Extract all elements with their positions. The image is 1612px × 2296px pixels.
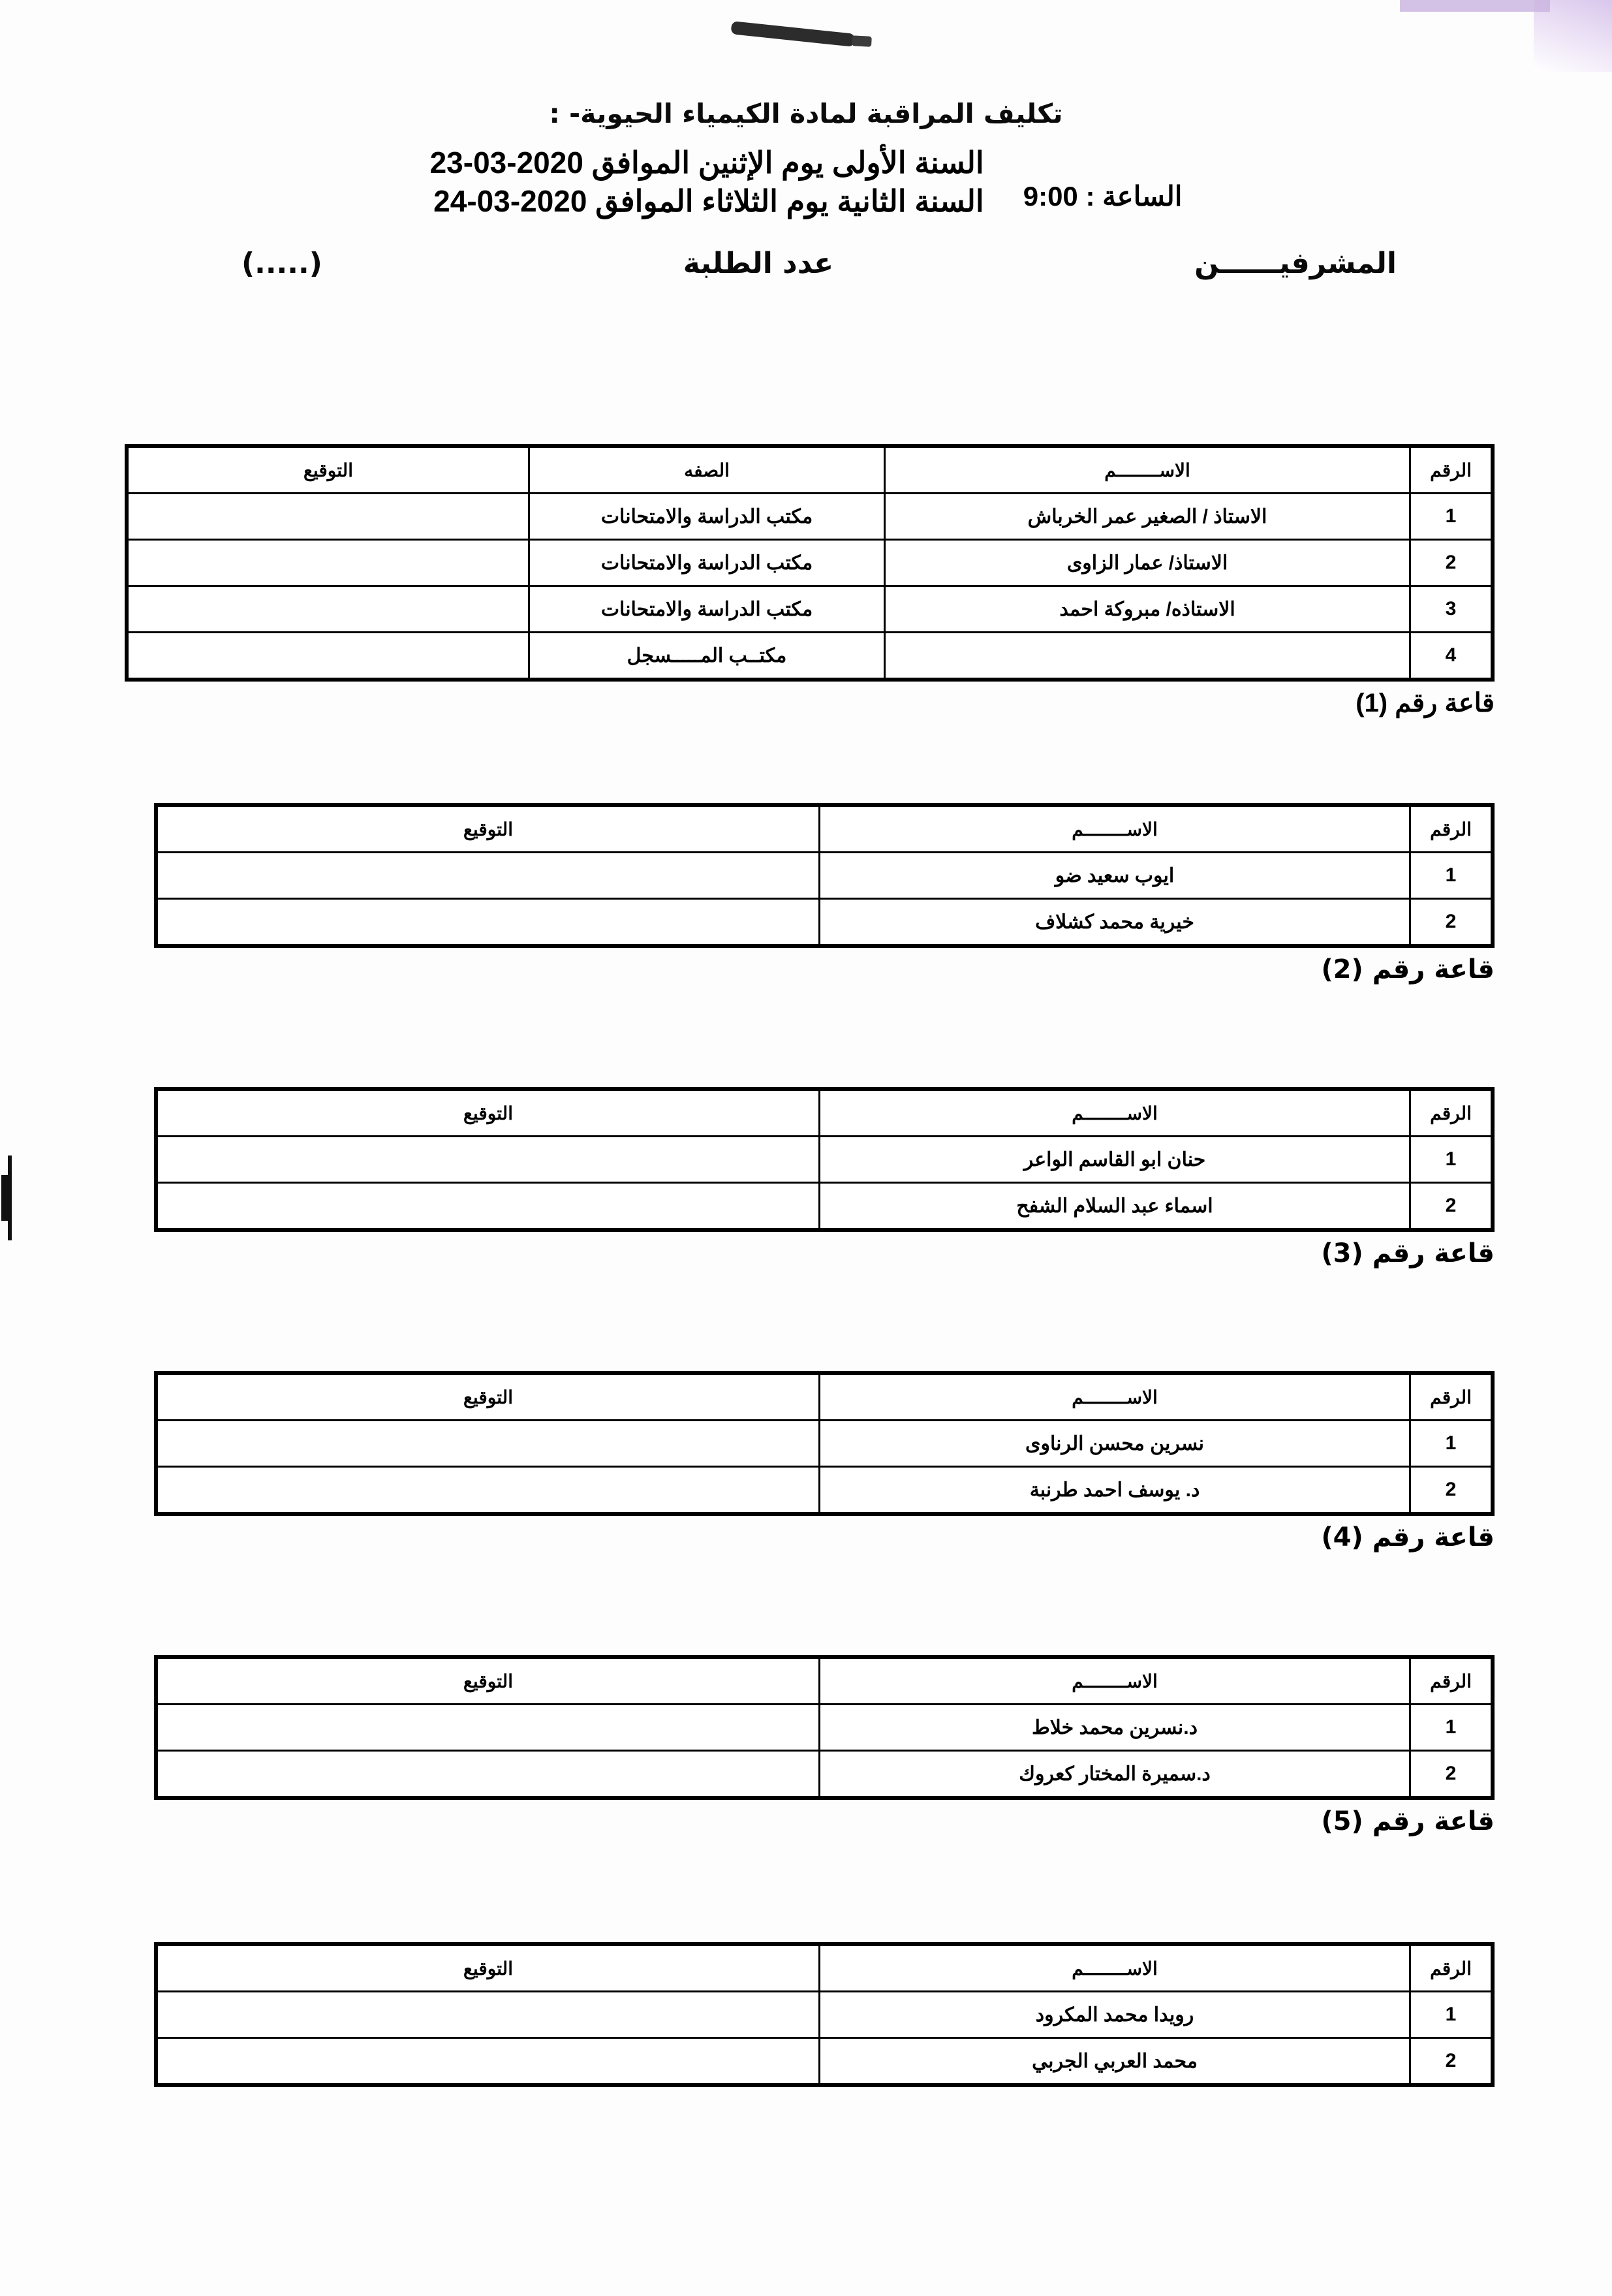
hall-caption-4: قاعة رقم (4) bbox=[1321, 1522, 1495, 1552]
cell-number: 1 bbox=[1410, 1421, 1493, 1467]
cell-signature bbox=[156, 1992, 820, 2038]
table-header-row bbox=[156, 1373, 1493, 1421]
hall-section-4 bbox=[0, 1371, 1612, 1552]
hall-table-wrap-3 bbox=[170, 1087, 1495, 1268]
table-row bbox=[156, 1467, 1493, 1515]
hall-caption-3: قاعة رقم (3) bbox=[1321, 1238, 1495, 1268]
col-header-role: الصفه bbox=[529, 446, 885, 494]
cell-number: 4 bbox=[1410, 633, 1493, 680]
cell-name: خيرية محمد كشلاف bbox=[820, 899, 1410, 947]
cell-name: الاستاذ/ عمار الزاوى bbox=[885, 540, 1410, 586]
col-header-signature: التوقيع bbox=[156, 805, 820, 853]
table-row bbox=[156, 899, 1493, 947]
students-count-value: (.....) bbox=[241, 246, 322, 280]
cell-signature bbox=[156, 1183, 820, 1231]
col-header-signature: التوقيع bbox=[127, 446, 529, 494]
col-header-number: الرقم bbox=[1410, 1657, 1493, 1705]
exam-dates bbox=[430, 144, 984, 221]
table-header-row bbox=[156, 805, 1493, 853]
col-header-signature: التوقيع bbox=[156, 1373, 820, 1421]
exam-date-year-one: السنة الأولى يوم الإثنين الموافق 2020-03-23 bbox=[429, 146, 984, 180]
scan-artifact-purple-strip bbox=[1400, 0, 1550, 12]
cell-name: اسماء عبد السلام الشفح bbox=[820, 1183, 1410, 1231]
cell-name: حنان ابو القاسم الواعر bbox=[820, 1137, 1410, 1183]
hall-section-3 bbox=[0, 1087, 1612, 1268]
col-header-number: الرقم bbox=[1410, 1373, 1493, 1421]
hall-table-6 bbox=[154, 1942, 1495, 2087]
cell-number: 1 bbox=[1410, 853, 1493, 899]
hall-caption-2: قاعة رقم (2) bbox=[1321, 954, 1495, 984]
supervisors-label: المشرفيــــــن bbox=[1194, 246, 1397, 280]
date-time-block bbox=[0, 144, 1612, 221]
cell-name: الاستاذه/ مبروكة احمد bbox=[885, 586, 1410, 633]
cell-signature bbox=[156, 1751, 820, 1799]
exam-time: الساعة : 9:00 bbox=[1023, 181, 1183, 212]
cell-signature bbox=[156, 853, 820, 899]
cell-number: 2 bbox=[1410, 540, 1493, 586]
table-header-row bbox=[156, 1944, 1493, 1992]
cell-number: 2 bbox=[1410, 899, 1493, 947]
cell-signature bbox=[127, 540, 529, 586]
hall-section-5 bbox=[0, 1655, 1612, 1836]
cell-name: د.سميرة المختار كعروك bbox=[820, 1751, 1410, 1799]
cell-signature bbox=[156, 1705, 820, 1751]
table-row bbox=[156, 1137, 1493, 1183]
hall-table-wrap-4 bbox=[170, 1371, 1495, 1552]
col-header-name: الاســــــــم bbox=[820, 1089, 1410, 1137]
table-header-row bbox=[156, 1089, 1493, 1137]
supervisors-table bbox=[125, 444, 1495, 682]
supervisors-and-count-row bbox=[0, 247, 1612, 280]
cell-number: 2 bbox=[1410, 1467, 1493, 1515]
cell-role: مكتب الدراسة والامتحانات bbox=[529, 494, 885, 540]
hall-section-2 bbox=[0, 803, 1612, 984]
cell-signature bbox=[127, 494, 529, 540]
col-header-number: الرقم bbox=[1410, 1944, 1493, 1992]
col-header-name: الاســــــــم bbox=[885, 446, 1410, 494]
col-header-name: الاســــــــم bbox=[820, 1373, 1410, 1421]
cell-role: مكتب الدراسة والامتحانات bbox=[529, 586, 885, 633]
cell-signature bbox=[156, 1467, 820, 1515]
cell-signature bbox=[156, 899, 820, 947]
col-header-number: الرقم bbox=[1410, 1089, 1493, 1137]
cell-name: رويدا محمد المكرود bbox=[820, 1992, 1410, 2038]
table-header-row bbox=[156, 1657, 1493, 1705]
table-header-row bbox=[127, 446, 1493, 494]
hall-table-5 bbox=[154, 1655, 1495, 1800]
table-row bbox=[156, 2038, 1493, 2086]
cell-name: نسرين محسن الرناوى bbox=[820, 1421, 1410, 1467]
cell-name: د.نسرين محمد خلاط bbox=[820, 1705, 1410, 1751]
document-title: تكليف المراقبة لمادة الكيمياء الحيوية- : bbox=[549, 98, 1063, 129]
table-row bbox=[127, 540, 1493, 586]
document-header bbox=[0, 0, 1612, 280]
hall-caption-1: قاعة رقم (1) bbox=[1356, 689, 1495, 717]
supervisors-table-wrap bbox=[170, 444, 1495, 718]
cell-number: 1 bbox=[1410, 1705, 1493, 1751]
hall-table-wrap-5 bbox=[170, 1655, 1495, 1836]
hall-section-6 bbox=[0, 1942, 1612, 2087]
table-row bbox=[156, 1751, 1493, 1799]
hall-table-4 bbox=[154, 1371, 1495, 1516]
table-row bbox=[156, 1705, 1493, 1751]
col-header-name: الاســــــــم bbox=[820, 1944, 1410, 1992]
supervisors-section bbox=[0, 444, 1612, 718]
table-row bbox=[127, 586, 1493, 633]
cell-signature bbox=[156, 2038, 820, 2086]
cell-signature bbox=[127, 633, 529, 680]
table-row bbox=[127, 633, 1493, 680]
col-header-signature: التوقيع bbox=[156, 1944, 820, 1992]
cell-role: مكتب الدراسة والامتحانات bbox=[529, 540, 885, 586]
table-row bbox=[156, 1992, 1493, 2038]
cell-number: 1 bbox=[1410, 1992, 1493, 2038]
hall-caption-5: قاعة رقم (5) bbox=[1321, 1806, 1495, 1836]
cell-signature bbox=[156, 1137, 820, 1183]
cell-number: 3 bbox=[1410, 586, 1493, 633]
cell-number: 1 bbox=[1410, 494, 1493, 540]
cell-name: محمد العربي الجربي bbox=[820, 2038, 1410, 2086]
cell-name bbox=[885, 633, 1410, 680]
hall-table-2 bbox=[154, 803, 1495, 948]
cell-name: د. يوسف احمد طرنبة bbox=[820, 1467, 1410, 1515]
cell-name: ايوب سعيد ضو bbox=[820, 853, 1410, 899]
col-header-signature: التوقيع bbox=[156, 1089, 820, 1137]
students-count-label: عدد الطلبة bbox=[683, 246, 834, 280]
table-row bbox=[156, 1421, 1493, 1467]
exam-date-year-two: السنة الثانية يوم الثلاثاء الموافق 2020-03-24 bbox=[433, 183, 984, 218]
cell-number: 2 bbox=[1410, 2038, 1493, 2086]
table-row bbox=[127, 494, 1493, 540]
col-header-name: الاســــــــم bbox=[820, 805, 1410, 853]
col-header-number: الرقم bbox=[1410, 805, 1493, 853]
cell-number: 2 bbox=[1410, 1751, 1493, 1799]
cell-name: الاستاذ / الصغير عمر الخرباش bbox=[885, 494, 1410, 540]
col-header-signature: التوقيع bbox=[156, 1657, 820, 1705]
hall-table-wrap-6 bbox=[170, 1942, 1495, 2087]
col-header-name: الاســــــــم bbox=[820, 1657, 1410, 1705]
hall-table-3 bbox=[154, 1087, 1495, 1232]
cell-role: مكتــب المـــــسجل bbox=[529, 633, 885, 680]
cell-signature bbox=[127, 586, 529, 633]
table-row bbox=[156, 1183, 1493, 1231]
col-header-number: الرقم bbox=[1410, 446, 1493, 494]
cell-number: 2 bbox=[1410, 1183, 1493, 1231]
cell-number: 1 bbox=[1410, 1137, 1493, 1183]
cell-signature bbox=[156, 1421, 820, 1467]
table-row bbox=[156, 853, 1493, 899]
hall-table-wrap-2 bbox=[170, 803, 1495, 984]
